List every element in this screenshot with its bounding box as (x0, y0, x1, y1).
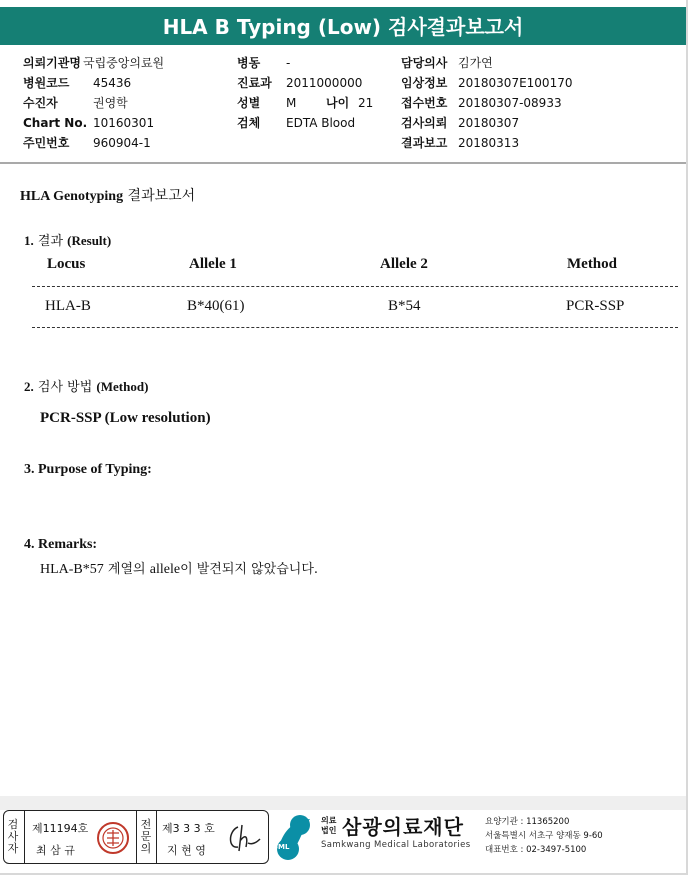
sex-value: M (286, 96, 297, 110)
logo-text: SML (273, 843, 290, 851)
sig-divider-3 (156, 811, 157, 863)
header-separator (0, 162, 686, 164)
remarks-content (40, 558, 318, 578)
cell-allele-1: B*40(61) (187, 298, 245, 314)
department-value: 2011000000 (286, 76, 363, 90)
hospital-value: 국립중앙의료원 (83, 56, 165, 70)
cell-allele-2: B*54 (388, 298, 421, 314)
section-method-en: (Method) (96, 379, 149, 394)
doc-title-ko: 결과보고서 (127, 188, 196, 204)
method-content: PCR-SSP (Low resolution) (40, 410, 211, 426)
header-col3 (401, 53, 572, 153)
department-label: 진료과 (237, 76, 272, 90)
org-type-bottom: 법인 (321, 826, 337, 835)
report-date-label: 결과보고 (401, 136, 448, 150)
sig-divider-2 (136, 811, 137, 863)
cell-method: PCR-SSP (566, 298, 625, 314)
section-result-ko: 결과 (37, 234, 64, 249)
ward-value: - (286, 56, 291, 70)
section-result-heading (24, 230, 111, 249)
org-reg-no: 요양기관 : 11365200 (485, 817, 570, 827)
resident-no-label: 주민번호 (23, 136, 70, 150)
age-label: 나이 (326, 96, 350, 110)
org-contact (485, 815, 603, 857)
examiner-label: 검사자 (7, 818, 19, 855)
header-method: Method (567, 256, 617, 272)
cell-locus: HLA-B (45, 298, 91, 314)
doctor-value: 김가연 (458, 56, 493, 70)
sex-label: 성별 (237, 96, 261, 110)
specimen-label: 검체 (237, 116, 261, 130)
specialist-label: 전문의 (140, 818, 152, 855)
org-type-top: 의료 (321, 816, 337, 825)
org-type (321, 816, 336, 836)
chart-no-label: Chart No. (23, 116, 88, 130)
org-name-en: Samkwang Medical Laboratories (321, 840, 471, 850)
section-method-heading (24, 376, 148, 395)
ward-label: 병동 (237, 56, 261, 70)
section-result-num: 1. (24, 233, 34, 248)
resident-no-value: 960904-1 (93, 136, 151, 150)
report-title: HLA B Typing (Low) 검사결과보고서 (0, 7, 686, 45)
hospital-code-label: 병원코드 (23, 76, 70, 90)
hospital-code-value: 45436 (93, 76, 132, 90)
patient-value: 권영학 (93, 96, 128, 110)
remarks-allele-word: allele (149, 562, 181, 577)
header-col2 (237, 53, 373, 133)
specimen-value: EDTA Blood (286, 116, 356, 130)
specialist-signature-icon (224, 821, 264, 855)
examiner-name: 최 삼 규 (36, 844, 75, 857)
table-top-rule (32, 286, 678, 287)
remarks-text-1: 계열의 (107, 562, 146, 577)
header-locus: Locus (47, 256, 86, 272)
doc-heading (20, 185, 195, 205)
section-remarks-heading: 4. Remarks: (24, 537, 98, 552)
header-allele-2: Allele 2 (380, 256, 428, 272)
specialist-name: 지 현 영 (167, 844, 206, 857)
section-purpose-heading: 3. Purpose of Typing: (24, 462, 152, 477)
remarks-allele-name: HLA-B*57 (40, 562, 104, 577)
section-result-en: (Result) (67, 233, 112, 248)
clinical-info-label: 임상정보 (401, 76, 448, 90)
section-method-ko: 검사 방법 (37, 380, 93, 395)
doctor-label: 담당의사 (401, 56, 448, 70)
remarks-text-2: 이 발견되지 않았습니다. (180, 562, 319, 577)
hospital-label: 의뢰기관명 (23, 56, 81, 70)
header-col1 (23, 53, 164, 153)
report-date-value: 20180313 (458, 136, 520, 150)
receipt-no-value: 20180307-08933 (458, 96, 562, 110)
org-name: 삼광의료재단 (342, 815, 464, 839)
examiner-license-no: 제11194호 (32, 822, 89, 835)
age-value: 21 (358, 96, 374, 110)
footer-band (0, 796, 686, 810)
chart-no-value: 10160301 (93, 116, 155, 130)
doc-title-en: HLA Genotyping (20, 189, 124, 204)
signature-box (3, 810, 269, 864)
examiner-seal-icon (96, 821, 130, 855)
sig-divider-1 (24, 811, 25, 863)
patient-label: 수진자 (23, 96, 58, 110)
table-bottom-rule (32, 327, 678, 328)
org-address: 서울특별시 서초구 양재동 9-60 (485, 831, 603, 841)
request-date-value: 20180307 (458, 116, 520, 130)
header-allele-1: Allele 1 (189, 256, 237, 272)
specialist-license-no: 제3 3 3 호 (162, 822, 215, 835)
request-date-label: 검사의뢰 (401, 116, 448, 130)
section-method-num: 2. (24, 379, 34, 394)
sml-logo-icon (270, 813, 316, 861)
org-phone: 대표번호 : 02-3497-5100 (485, 845, 587, 855)
receipt-no-label: 접수번호 (401, 96, 448, 110)
clinical-info-value: 20180307E100170 (458, 76, 573, 90)
